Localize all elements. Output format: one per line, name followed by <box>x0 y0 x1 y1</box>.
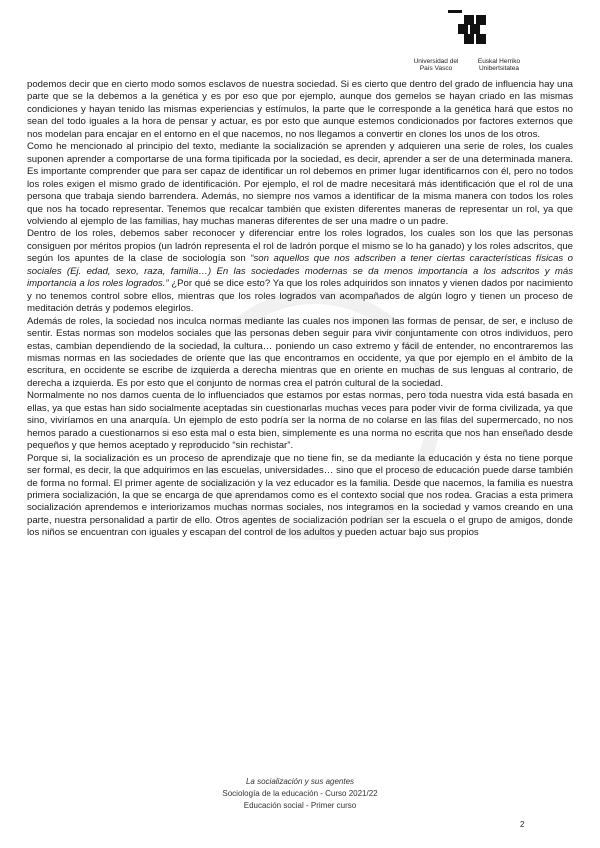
document-body <box>27 79 573 540</box>
page-number: 2 <box>520 820 525 829</box>
paragraph-2: Como he mencionado al principio del texto, mediante la socialización se aprenden y adquieren una serie de roles, los cuales suponen aprender a comportarse de una forma tipificada por la sociedad, es decir, aprender a ser de una determinada manera. Es importante comprender que para ser capaz de identificar un rol debemos en primer lugar identificarnos con él, pero no todos los roles exigen el mismo grado de identificación. Por ejemplo, el rol de madre necesitará más identificación que el rol de una persona que trabaja siendo barrendera. Además, no siempre nos vamos a identificar de la misma manera con todos los roles que nos ha tocado representar. Tenemos que recalcar también que existen diferentes maneras de representar un rol, ya que volviendo al ejemplo de las familias, hay muchas maneras diferentes de ser una madre o un padre. <box>27 141 573 227</box>
university-logo <box>408 8 588 78</box>
paragraph-6: Porque si, la socialización es un proceso de aprendizaje que no tiene fin, se da mediante la educación y ésta no tiene porque ser formal, es decir, la que adquirimos en las escuelas, universidades… sino que el proceso de educación puede darse también de forma no formal. El primer agente de socialización y la vez educador es la familia. Desde que nacemos, la familia es nuestra primera socialización, la que se encarga de que aprendamos como es el contexto social que nos rodea. Gracias a esta primera socialización aprendemos e interiorizamos muchas normas sociales, nos integramos en la sociedad y vamos creando en una parte, nuestra personalidad a partir de ello. Otros agentes de socialización podrían ser la escuela o el grupo de amigos, donde los niños se encuentran con iguales y escapan del control de los adultos y pueden actuar bajo sus propios <box>27 452 573 539</box>
paragraph-5: Normalmente no nos damos cuenta de lo influenciados que estamos por estas normas, pero toda nuestra vida está basada en ellas, ya que estas han sido socialmente aceptadas sin cuestionarlas muchas veces para poder vivir de forma civilizada, ya que sino, viviríamos en una anarquía. Un ejemplo de esto podría ser la norma de no colarse en las filas del supermercado, no nos hemos parado a cuestionarnos si eso esta mal o esta bien, simplemente es una norma no escrita que nos han enseñado desde pequeños y que hemos aceptado y reproducido “sin rechistar”. <box>27 390 573 452</box>
university-emblem-icon <box>446 10 492 46</box>
paragraph-3-outro: ¿Por qué se dice esto? Ya que los roles adquiridos son innatos y vienen dados por nacimiento y no tenemos control sobre ellos, mientras que los roles logrados van acompañados de algún logro y tienen un proceso de meditación detrás y podemos elegirlos. <box>27 278 573 315</box>
footer-course: Sociología de la educación - Curso 2021/22 <box>222 789 378 798</box>
paragraph-1: podemos decir que en cierto modo somos esclavos de nuestra sociedad. Si es cierto que dentro del grado de influencia hay una parte que se la debemos a la genética y es por eso que por ejemplo, aunque dos gemelos se hayan criado en las mismas condiciones y hayan tenido las mismas experiencias y estímulos, la parte que le corresponde a la genética hará que estos no sean del todo iguales a la hora de pensar y actuar, es por esto que aunque estemos condicionados por factores externos que nos modelan para encajar en el entorno en el que nacemos, no nos llegamos a convertir en clones los unos de los otros. <box>27 79 573 140</box>
paragraph-4: Además de roles, la sociedad nos inculca normas mediante las cuales nos imponen las formas de pensar, de ser, e incluso de sentir. Estas normas son modelos sociales que las personas deben seguir para vivir conjuntamente con otros individuos, pero estas, cambian dependiendo de la sociedad, la cultura… poniendo un caso extremo y fácil de entender, no encontraremos las mismas normas en las sociedades de oriente que las que encontramos en occidente, ya que por ejemplo en el ámbito de la escritura, en occidente se escribe de izquierda a derecha mientras que en oriente en muchas de sus lenguas al contrario, de derecha a izquierda. Es por esto que el conjunto de normas crea el patrón cultural de la sociedad. <box>27 315 573 389</box>
logo-text-spanish: Universidad del País Vasco <box>413 58 459 72</box>
footer-title: La socialización y sus agentes <box>245 777 355 786</box>
page-footer <box>0 776 600 812</box>
paragraph-3 <box>27 228 573 315</box>
paragraph-3-quote: “son aquellos que nos adscriben a tener ciertas características físicas o sociales (Ej. edad, sexo, raza, familia…) En las sociedades modernas se da menos importancia a los adscritos y más importancia a los roles logrados.” <box>27 253 573 290</box>
paragraph-3-intro: Dentro de los roles, debemos saber reconocer y diferenciar entre los roles logrados, los cuales son los que las personas consiguen por méritos propios (un ladrón representa el rol de ladrón porque el mismo se lo ha ganado) y los roles adscritos, que según los apuntes de la clase de sociología son <box>27 228 573 265</box>
footer-program: Educación social - Primer curso <box>243 801 357 810</box>
logo-text-basque: Euskal Herriko Unibertsitatea <box>477 58 521 72</box>
